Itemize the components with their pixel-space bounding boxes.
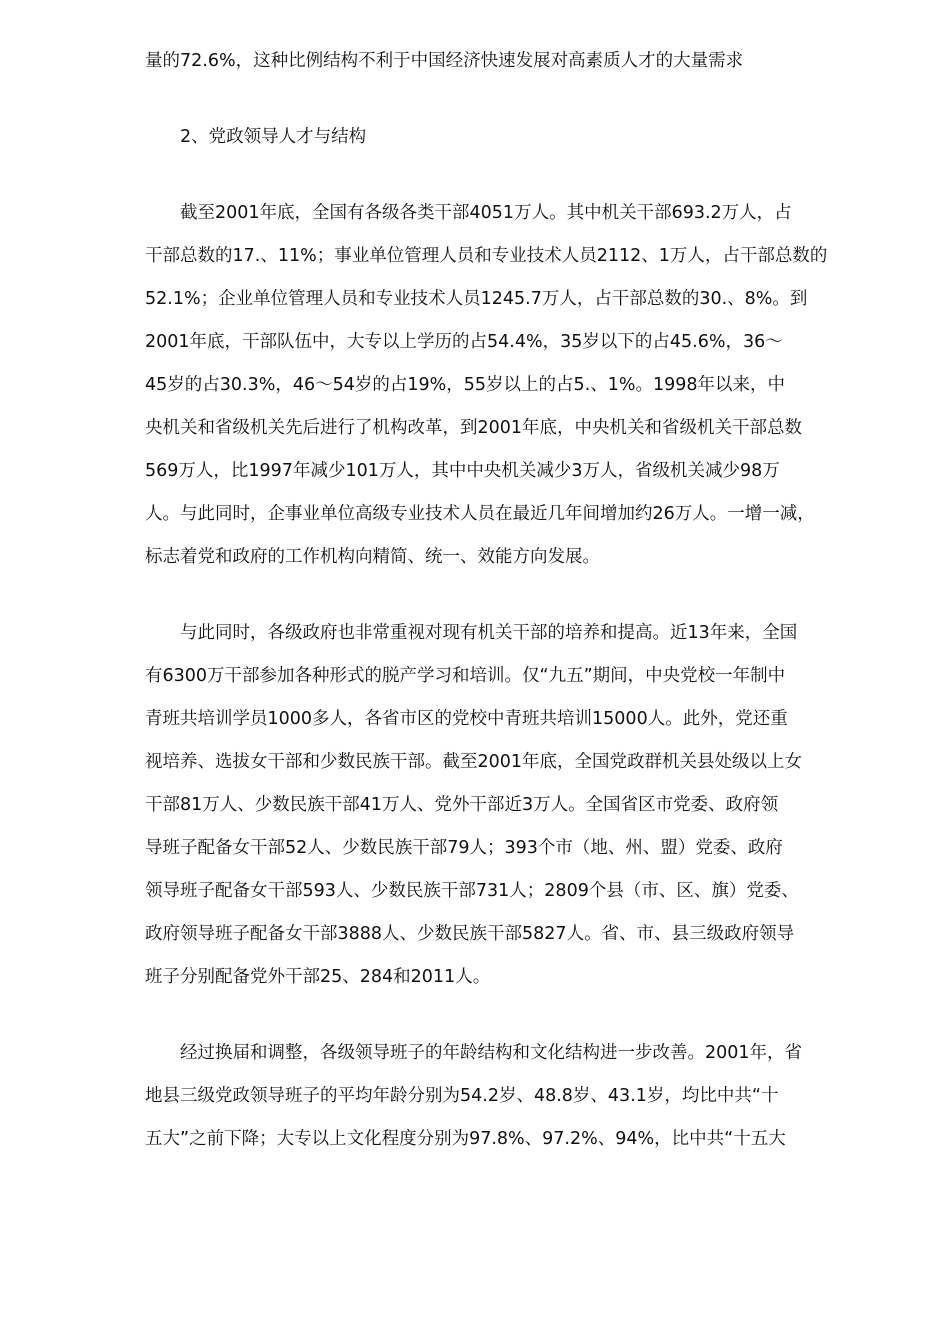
text-line: 青班共培训学员1000多人，各省市区的党校中青班共培训15000人。此外，党还重 — [145, 709, 788, 729]
text-line: 领导班子配备女干部593人、少数民族干部731人；2809个县（市、区、旗）党委、 — [145, 881, 799, 901]
paragraph-spacer — [145, 999, 875, 1032]
intro-paragraph — [145, 40, 875, 83]
text-line: 导班子配备女干部52人、少数民族干部79人；393个市（地、州、盟）党委、政府 — [145, 838, 783, 858]
text-line: 经过换届和调整，各级领导班子的年龄结构和文化结构进一步改善。2001年，省 — [145, 1043, 803, 1063]
text-line: 与此同时，各级政府也非常重视对现有机关干部的培养和提高。近13年来，全国 — [145, 623, 798, 643]
text-line: 45岁的占30.3%，46～54岁的占19%，55岁以上的占5.、1%。1998年以来，中 — [145, 375, 786, 395]
section-heading-text: 2、党政领导人才与结构 — [145, 127, 367, 147]
paragraph-spacer — [145, 579, 875, 612]
paragraph-leadership-structure — [145, 1032, 875, 1161]
paragraph-spacer — [145, 159, 875, 192]
text-line: 地县三级党政领导班子的平均年龄分别为54.2岁、48.8岁、43.1岁，均比中共“十 — [145, 1086, 779, 1106]
text-line: 52.1%；企业单位管理人员和专业技术人员1245.7万人，占干部总数的30.、8%。到 — [145, 289, 808, 309]
text-line: 干部总数的17.、11%；事业单位管理人员和专业技术人员2112、1万人，占干部总数的 — [145, 246, 828, 266]
text-line: 2001年底，干部队伍中，大专以上学历的占54.4%，35岁以下的占45.6%，36～ — [145, 332, 783, 352]
paragraph-cadre-statistics — [145, 192, 875, 579]
text-line: 标志着党和政府的工作机构向精简、统一、效能方向发展。 — [145, 547, 600, 567]
text-line: 人。与此同时，企事业单位高级专业技术人员在最近几年间增加约26万人。一增一减， — [145, 504, 815, 524]
text-line: 五大”之前下降；大专以上文化程度分别为97.8%、97.2%、94%，比中共“十五大 — [145, 1129, 786, 1149]
text-line: 有6300万干部参加各种形式的脱产学习和培训。仅“九五”期间，中央党校一年制中 — [145, 666, 786, 686]
text-line: 截至2001年底，全国有各级各类干部4051万人。其中机关干部693.2万人，占 — [145, 203, 792, 223]
text-line: 量的72.6%，这种比例结构不利于中国经济快速发展对高素质人才的大量需求 — [145, 51, 744, 71]
document-page — [145, 40, 875, 1161]
section-heading — [145, 116, 875, 159]
text-line: 班子分别配备党外干部25、284和2011人。 — [145, 967, 491, 987]
text-line: 569万人，比1997年减少101万人，其中中央机关减少3万人，省级机关减少98万 — [145, 461, 780, 481]
text-line: 政府领导班子配备女干部3888人、少数民族干部5827人。省、市、县三级政府领导 — [145, 924, 795, 944]
paragraph-cadre-training — [145, 612, 875, 999]
text-line: 视培养、选拔女干部和少数民族干部。截至2001年底，全国党政群机关县处级以上女 — [145, 752, 803, 772]
paragraph-spacer — [145, 83, 875, 116]
text-line: 央机关和省级机关先后进行了机构改革，到2001年底，中央机关和省级机关干部总数 — [145, 418, 803, 438]
text-line: 干部81万人、少数民族干部41万人、党外干部近3万人。全国省区市党委、政府领 — [145, 795, 779, 815]
